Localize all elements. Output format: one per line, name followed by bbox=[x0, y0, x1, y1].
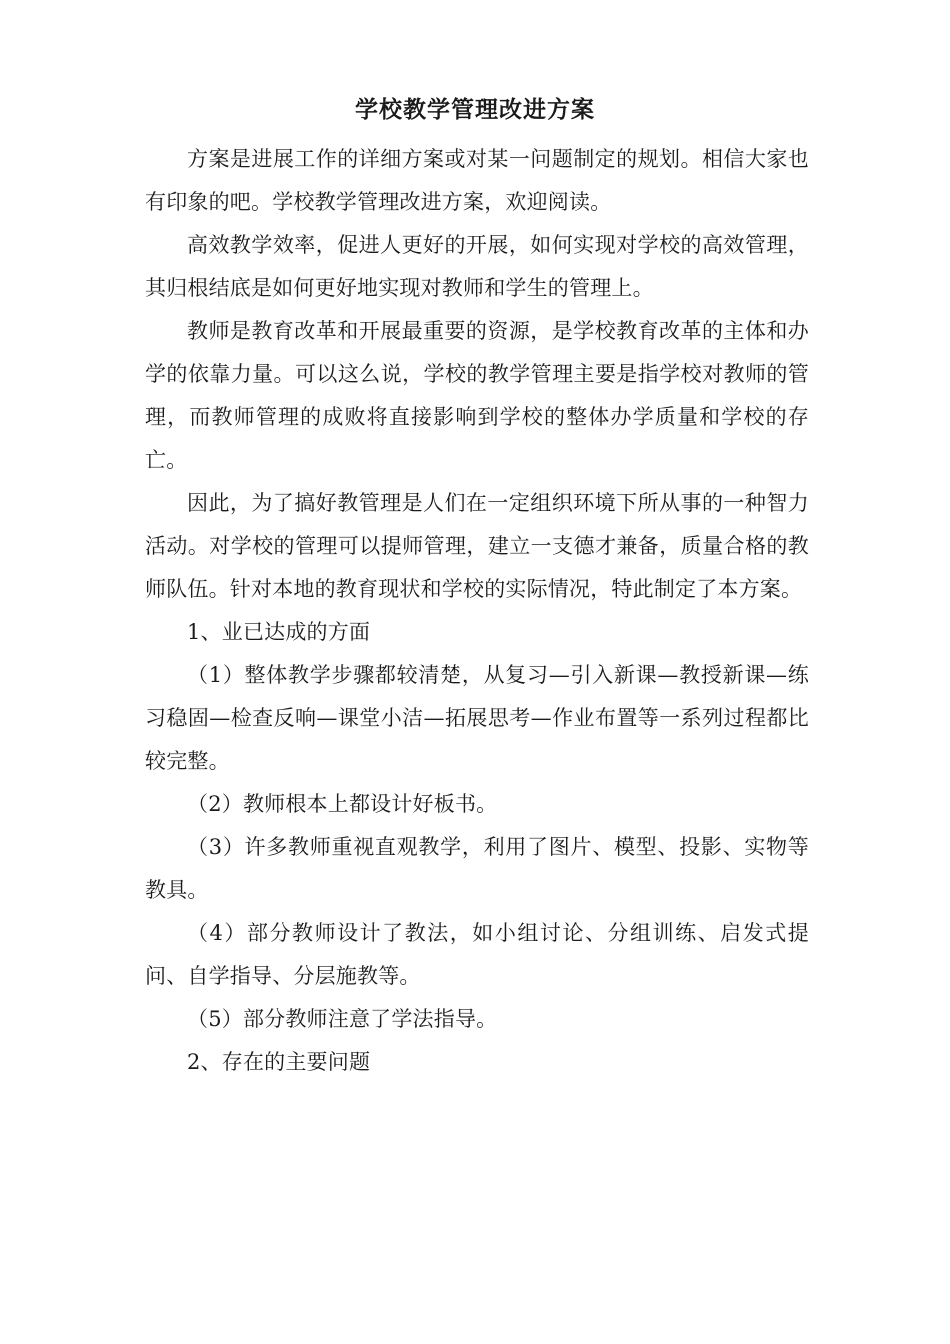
purpose-paragraph: 因此，为了搞好教管理是人们在一定组织环境下所从事的一种智力活动。对学校的管理可以提师管理，建立一支德才兼备，质量合格的教师队伍。针对本地的教育现状和学校的实际情况，特此制定了本方案。 bbox=[145, 491, 809, 601]
list-item: （3）许多教师重视直观教学，利用了图片、模型、投影、实物等教具。 bbox=[145, 835, 809, 902]
section-heading-problems: 2、存在的主要问题 bbox=[187, 1050, 371, 1074]
list-item: （4）部分教师设计了教法，如小组讨论、分组训练、启发式提问、自学指导、分层施教等。 bbox=[145, 921, 809, 988]
list-item: （2）教师根本上都设计好板书。 bbox=[187, 792, 498, 816]
intro-paragraph: 方案是进展工作的详细方案或对某一问题制定的规划。相信大家也有印象的吧。学校教学管理改进方案，欢迎阅读。 bbox=[145, 147, 809, 214]
list-item: （1）整体教学步骤都较清楚，从复习—引入新课—教授新课—练习稳固—检查反响—课堂小洁—拓展思考—作业布置等一系列过程都比较完整。 bbox=[145, 663, 809, 773]
document-body bbox=[145, 138, 809, 1084]
document-title: 学校教学管理改进方案 bbox=[355, 97, 595, 123]
section-heading-achieved: 1、业已达成的方面 bbox=[187, 620, 371, 644]
list-item: （5）部分教师注意了学法指导。 bbox=[187, 1007, 498, 1031]
teacher-resource-paragraph: 教师是教育改革和开展最重要的资源，是学校教育改革的主体和办学的依靠力量。可以这么说，学校的教学管理主要是指学校对教师的管理，而教师管理的成败将直接影响到学校的整体办学质量和学校的存亡。 bbox=[145, 319, 809, 472]
efficiency-paragraph: 高效教学效率，促进人更好的开展，如何实现对学校的高效管理，其归根结底是如何更好地实现对教师和学生的管理上。 bbox=[145, 233, 809, 300]
